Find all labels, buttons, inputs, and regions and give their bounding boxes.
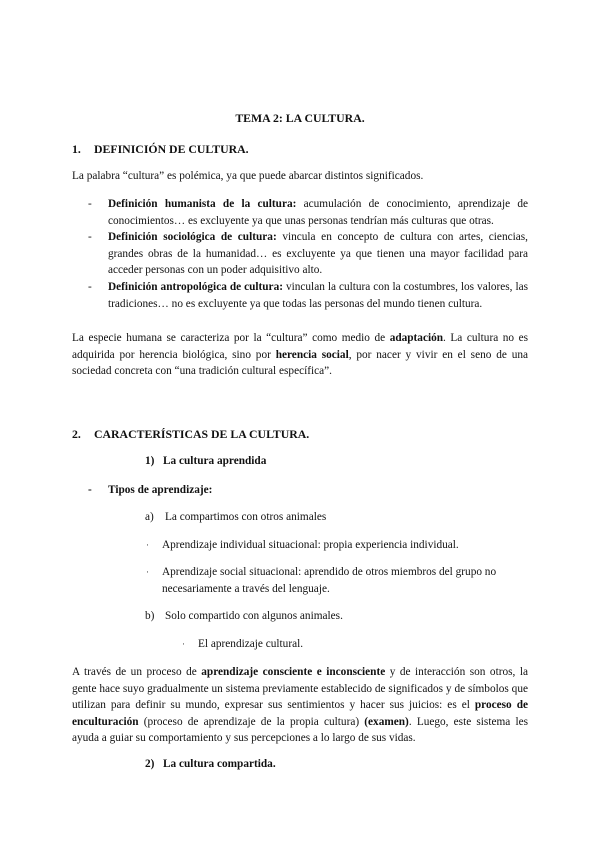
list-item-text: El aprendizaje cultural. — [198, 638, 304, 650]
bold-examen: (examen) — [364, 715, 409, 728]
section1-heading-text: DEFINICIÓN DE CULTURA. — [94, 142, 249, 156]
section2-number: 2. — [72, 427, 81, 441]
item-b — [145, 608, 343, 625]
definition-text: vincula en concepto de cultura con artes, ciencias, grandes obras de la humanidad… es excluyente ya que tienen una mayor facilidad para acceder personas con un poder adquisitivo alto. — [108, 231, 528, 277]
definition-term: Definición antropológica de cultura: — [108, 280, 283, 293]
definition-humanista — [88, 196, 528, 229]
list-item — [146, 537, 528, 554]
item-label: Solo compartido con algunos animales. — [165, 610, 343, 622]
bullet-dot: · — [146, 540, 149, 550]
section2-heading-text: CARACTERÍSTICAS DE LA CULTURA. — [94, 427, 310, 441]
bullet-dot: · — [146, 567, 149, 577]
definitions-list — [88, 196, 528, 312]
bullet-dash: - — [88, 198, 92, 210]
subheading-cultura-aprendida — [145, 453, 266, 470]
definition-sociologica — [88, 229, 528, 279]
definition-term: Definición humanista de la cultura: — [108, 198, 297, 210]
section1-paragraph — [72, 330, 528, 380]
list-item — [182, 636, 528, 653]
section1-intro: La palabra “cultura” es polémica, ya que puede abarcar distintos significados. — [72, 170, 424, 182]
bullet-dash: - — [88, 231, 92, 244]
bold-herencia-social: herencia social — [275, 348, 349, 361]
subheading-cultura-compartida — [145, 756, 276, 773]
text-run: . Luego, este sistema les ayuda a guiar su comportamiento y sus percepciones a lo largo de sus vidas. — [72, 715, 528, 745]
item-letter: b) — [145, 610, 155, 622]
tipos-label: Tipos de aprendizaje: — [108, 484, 213, 496]
definition-term: Definición sociológica de cultura: — [108, 231, 277, 244]
text-run: (proceso de aprendizaje de la propia cultura) — [138, 715, 365, 728]
section1-heading — [72, 141, 249, 158]
subheading-number: 2) — [145, 758, 155, 770]
bullet-dash: - — [88, 280, 92, 293]
item-a — [145, 509, 326, 526]
text-run: . La cultura no es adquirida por herencia biológica, sino por — [72, 332, 528, 361]
text-run: A través de un proceso de — [72, 666, 202, 678]
list-item-text: Aprendizaje social situacional: aprendido de otros miembros del grupo no necesariamente a través del lenguaje. — [162, 566, 497, 595]
bold-adaptacion: adaptación — [389, 332, 444, 344]
text-run: La especie humana se caracteriza por la “cultura” como medio de — [72, 332, 390, 344]
bullet-dot: · — [182, 639, 185, 649]
enculturacion-paragraph — [72, 664, 528, 747]
page-title: TEMA 2: LA CULTURA. — [235, 111, 365, 125]
definition-text: vinculan la cultura con la costumbres, los valores, las tradiciones… no es excluyente ya que todas las personas del mundo tienen cultura. — [108, 280, 528, 310]
subheading-number: 1) — [145, 455, 155, 467]
list-item-text: Aprendizaje individual situacional: propia experiencia individual. — [162, 539, 459, 551]
item-letter: a) — [145, 511, 154, 523]
text-run: y de interacción son otros, la gente hace suyo gradualmente un sistema previamente establecido de significados y de símbolos que utilizan para definir su mundo, expresar sus sentimientos y hacer sus juicios: es el — [72, 666, 528, 712]
section2-heading — [72, 426, 309, 443]
bold-enculturacion: proceso de enculturación — [72, 699, 528, 728]
bullet-dash: - — [88, 484, 92, 496]
text-run: , por nacer y vivir en el seno de una sociedad concreta con “una tradición cultural específica”. — [72, 348, 529, 378]
list-item — [146, 564, 528, 597]
subheading-label: La cultura compartida. — [163, 758, 276, 770]
tipos-aprendizaje-heading — [88, 482, 212, 499]
bold-aprendizaje: aprendizaje consciente e inconsciente — [201, 666, 386, 678]
section1-number: 1. — [72, 142, 81, 156]
definition-text: acumulación de conocimiento, aprendizaje de conocimientos… es excluyente ya que unas personas tendrían más culturas que otras. — [108, 198, 529, 227]
item-label: La compartimos con otros animales — [165, 511, 327, 523]
subheading-label: La cultura aprendida — [163, 455, 267, 467]
definition-antropologica — [88, 279, 528, 312]
